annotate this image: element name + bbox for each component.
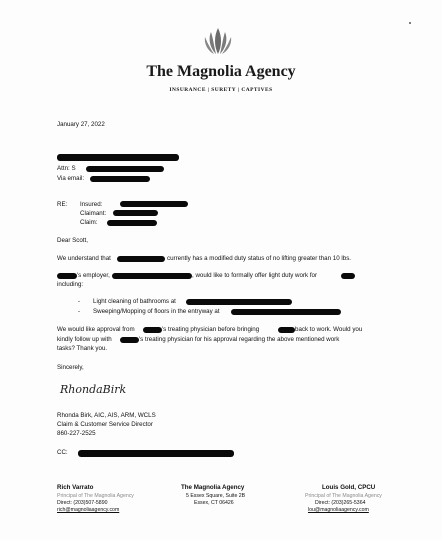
p2-start: 's employer, (77, 272, 110, 279)
scan-speck (409, 22, 411, 24)
redaction-p1-name (117, 256, 165, 262)
footer-right-direct: Direct: (203)265-5364 (315, 500, 366, 506)
signer-title: Claim & Customer Service Director (57, 421, 153, 428)
footer-left-email[interactable]: rich@magnoliaagency.com (57, 507, 120, 513)
cc-label: CC: (57, 449, 68, 456)
redaction-p3-b (278, 327, 295, 333)
redaction-bullet-1 (186, 299, 292, 305)
handwritten-signature: RhondaBirk (60, 383, 127, 396)
redaction-p2-worker (341, 273, 355, 279)
redaction-insured (120, 201, 188, 207)
bullet-dash-1: - (78, 298, 81, 305)
redaction-p2-employer (112, 273, 192, 279)
redaction-bullet-2 (231, 309, 341, 315)
footer-right-name: Louis Gold, CPCU (322, 484, 376, 491)
salutation: Dear Scott, (57, 237, 88, 244)
p2-end: including: (57, 281, 84, 288)
attn-line: Attn: S (57, 165, 76, 172)
p3-line1-end: back to work. Would you (295, 326, 363, 333)
claim-label: Claim: (80, 219, 98, 226)
bullet-1: Light cleaning of bathrooms at (93, 298, 176, 305)
footer-left-name: Rich Varrato (57, 484, 94, 491)
redaction-addressee (57, 154, 179, 161)
redaction-p2-name (57, 273, 77, 279)
redaction-attn (86, 166, 164, 172)
p3-line3: tasks? Thank you. (57, 345, 108, 352)
insured-label: Insured: (80, 201, 103, 208)
letter-date: January 27, 2022 (57, 121, 105, 128)
p3-line2-start: kindly follow up with (57, 336, 112, 343)
signer-name: Rhonda Birk, AIC, AIS, ARM, WCLS (57, 412, 156, 419)
footer-right-email[interactable]: lou@magnoliaagency.com (308, 507, 369, 513)
magnolia-logo (200, 26, 236, 56)
redaction-cc (78, 450, 234, 457)
footer-center-address1: 5 Essex Square, Suite 2B (186, 493, 246, 499)
footer-right-title: Principal of The Magnolia Agency (305, 493, 382, 499)
p3-line1-middle: 's treating physician before bringing (162, 326, 260, 333)
company-name: The Magnolia Agency (146, 63, 296, 80)
via-email-line: Via email: (57, 175, 85, 182)
closing: Sincerely, (57, 364, 84, 371)
claimant-label: Claimant: (80, 210, 107, 217)
bullet-dash-2: - (78, 308, 81, 315)
footer-left-title: Principal of The Magnolia Agency (57, 493, 134, 499)
p3-line2-end: 's treating physician for his approval regarding the above mentioned work (139, 336, 340, 343)
p3-line1-start: We would like approval from (57, 326, 135, 333)
footer-left-direct: Direct: (203)507-5890 (57, 500, 108, 506)
p1-end: currently has a modified duty status of no lifting greater than 10 lbs. (167, 255, 352, 262)
redaction-p3-c (120, 337, 139, 343)
footer-center-address2: Essex, CT 06426 (194, 500, 234, 506)
signer-phone: 860-227-2525 (57, 430, 96, 437)
company-tagline: INSURANCE | SURETY | CAPTIVES (169, 87, 273, 93)
redaction-claimant (113, 210, 158, 216)
p1-start: We understand that (57, 255, 111, 262)
bullet-2: Sweeping/Mopping of floors in the entryway at (93, 308, 220, 315)
footer-center-name: The Magnolia Agency (181, 484, 245, 491)
redaction-claim (107, 220, 157, 226)
redaction-p3-a (143, 327, 162, 333)
redaction-email (90, 176, 150, 182)
re-label: RE: (57, 201, 68, 208)
p2-middle: , would like to formally offer light duty work for (192, 272, 318, 279)
